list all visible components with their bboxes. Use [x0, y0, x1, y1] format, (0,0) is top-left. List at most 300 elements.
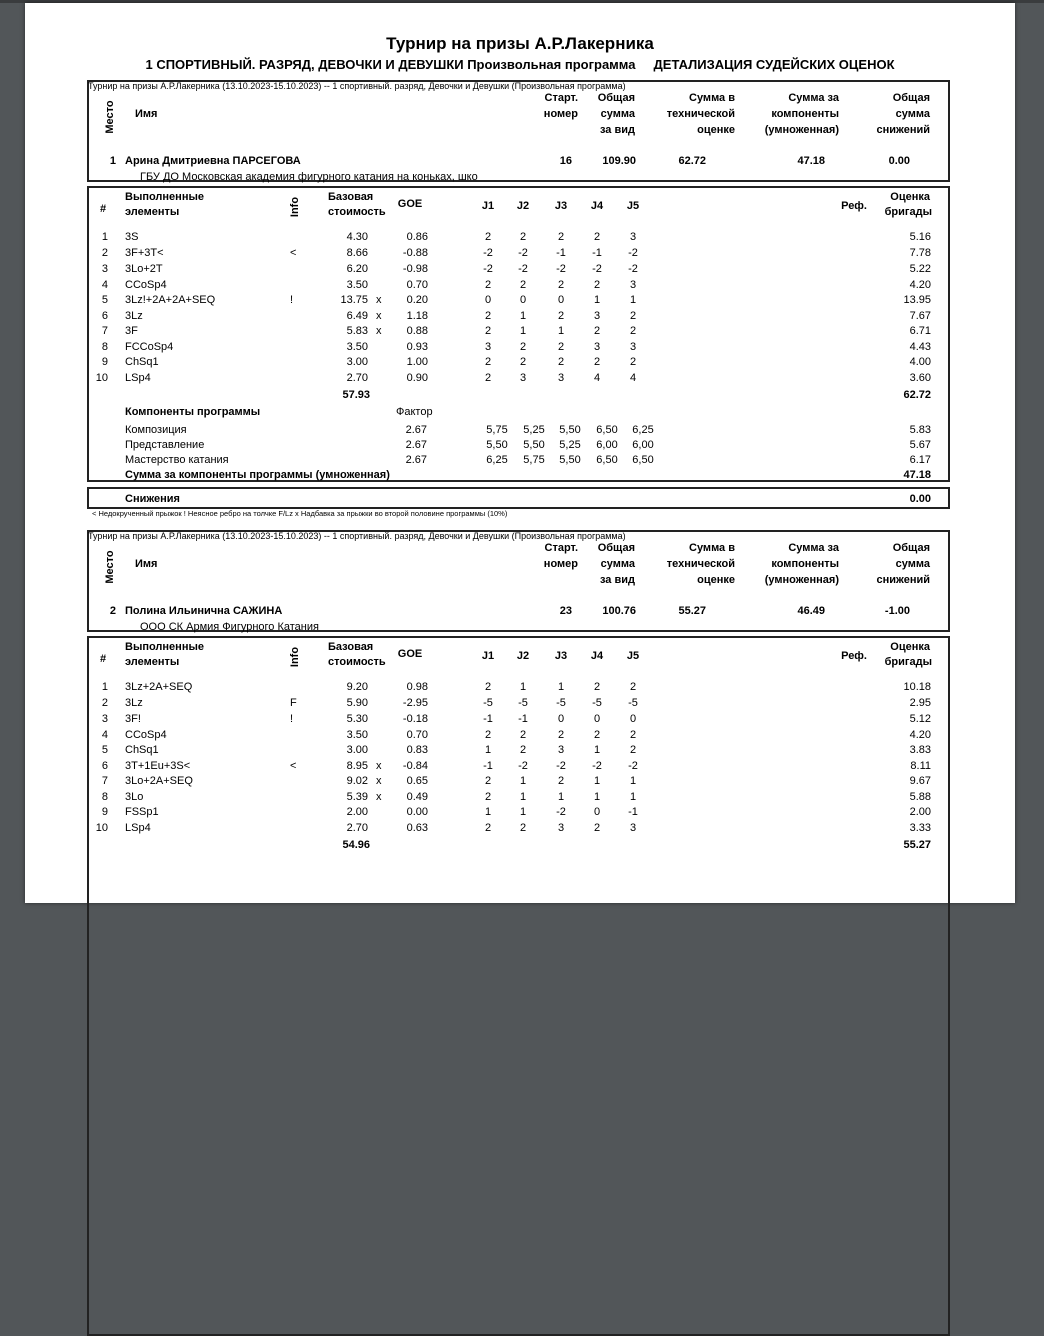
factor-header: Фактор [396, 406, 433, 418]
element-base-value: 3.50 [346, 729, 368, 741]
element-judge-score: 2 [484, 231, 492, 243]
header-total: Общая [597, 542, 635, 554]
element-judge-score: -2 [483, 247, 493, 259]
element-judge-score: -5 [483, 697, 493, 709]
element-bonus-marker: x [376, 325, 382, 337]
element-goe: 0.70 [406, 279, 428, 291]
event-line: Турнир на призы А.Р.Лакерника (13.10.2023-15.10.2023) -- 1 спортивный. разряд, Девочки и Девушки (Произвольная программа) [88, 531, 626, 541]
element-base-value: 9.02 [346, 775, 368, 787]
element-goe: 0.88 [406, 325, 428, 337]
element-judge-score: -2 [518, 263, 528, 275]
element-judge-score: 3 [629, 279, 637, 291]
header-total: Общая [597, 92, 635, 104]
element-judge-score: 1 [593, 775, 601, 787]
element-goe: 0.65 [406, 775, 428, 787]
element-code: ChSq1 [125, 356, 159, 368]
element-judge-score: 1 [629, 294, 637, 306]
element-judge-score: -2 [556, 263, 566, 275]
element-info: < [290, 247, 297, 259]
name-header: Имя [135, 558, 158, 570]
element-judge-score: 3 [593, 310, 601, 322]
element-info: < [290, 760, 297, 772]
element-judge-score: 2 [629, 681, 637, 693]
element-judge-score: -1 [483, 713, 493, 725]
deductions-score: 0.00 [888, 155, 910, 167]
element-judge-score: 1 [593, 744, 601, 756]
deductions-score: -1.00 [884, 605, 910, 617]
deductions-box [87, 487, 950, 509]
element-judge-score: 2 [629, 325, 637, 337]
element-judge-score: 1 [557, 681, 565, 693]
pcs-score: 47.18 [797, 155, 825, 167]
component-name: Композиция [125, 424, 187, 436]
header-judge: J2 [516, 650, 530, 662]
element-judge-score: 2 [629, 310, 637, 322]
component-judge-score: 5,50 [559, 424, 581, 436]
element-goe: 0.90 [406, 372, 428, 384]
header-goe: GOE [397, 648, 423, 660]
document-title: Турнир на призы А.Р.Лакерника [386, 34, 654, 53]
element-judge-score: 2 [519, 729, 527, 741]
element-judge-score: -1 [592, 247, 602, 259]
element-info: ! [290, 294, 294, 306]
header-tes: Сумма в [689, 92, 735, 104]
header-info: Info [289, 196, 301, 218]
component-judge-score: 6,50 [596, 454, 618, 466]
element-goe: 0.49 [406, 791, 428, 803]
element-goe: -0.88 [402, 247, 428, 259]
header-total: сумма [600, 558, 635, 570]
element-base-value: 3.00 [346, 744, 368, 756]
element-panel-score: 2.95 [909, 697, 931, 709]
header-judge: J2 [516, 200, 530, 212]
elements-total: 55.27 [903, 839, 931, 851]
element-judge-score: 2 [557, 231, 565, 243]
header-judge: J4 [590, 650, 604, 662]
element-code: FCCoSp4 [125, 341, 174, 353]
element-base-value: 5.83 [346, 325, 368, 337]
element-goe: -2.95 [402, 697, 428, 709]
legend: < Недокрученный прыжок ! Неясное ребро на толчке F/Lz x Надбавка за прыжки во второй половине программы (10%) [92, 509, 508, 518]
element-judge-score: -2 [556, 760, 566, 772]
element-base-value: 2.00 [346, 806, 368, 818]
element-bonus-marker: x [376, 775, 382, 787]
start-number: 16 [559, 155, 572, 167]
element-panel-score: 3.33 [909, 822, 931, 834]
header-tes: технической [666, 108, 735, 120]
element-code: CCoSp4 [125, 279, 167, 291]
element-panel-score: 4.20 [909, 729, 931, 741]
base-total: 57.93 [342, 389, 370, 401]
header-pcs: (умноженная) [764, 574, 839, 586]
element-judge-score: 2 [519, 744, 527, 756]
element-code: 3F [125, 325, 138, 337]
header-total: за вид [599, 574, 635, 586]
element-judge-score: 0 [557, 294, 565, 306]
element-goe: 0.20 [406, 294, 428, 306]
header-start: Старт. [544, 92, 578, 104]
element-judge-score: -1 [628, 806, 638, 818]
component-judge-score: 5,25 [559, 439, 581, 451]
header-elements: Выполненные [125, 641, 204, 653]
element-code: LSp4 [125, 372, 151, 384]
document-subtitle: 1 СПОРТИВНЫЙ. РАЗРЯД, ДЕВОЧКИ И ДЕВУШКИ Произвольная программа ДЕТАЛИЗАЦИЯ СУДЕЙСКИХ ОЦЕНОК [145, 57, 895, 72]
element-panel-score: 10.18 [903, 681, 931, 693]
header-ded: Общая [892, 92, 930, 104]
event-line: Турнир на призы А.Р.Лакерника (13.10.2023-15.10.2023) -- 1 спортивный. разряд, Девочки и Девушки (Произвольная программа) [88, 81, 626, 91]
component-score: 5.67 [909, 439, 931, 451]
element-judge-score: 2 [629, 729, 637, 741]
header-info: Info [289, 646, 301, 668]
element-panel-score: 3.83 [909, 744, 931, 756]
element-number: 5 [101, 294, 108, 306]
pdf-page [25, 3, 1015, 903]
header-judge: J3 [554, 650, 568, 662]
element-number: 7 [101, 325, 108, 337]
deductions-total: 0.00 [909, 493, 931, 505]
element-number: 1 [101, 681, 108, 693]
element-base-value: 6.49 [346, 310, 368, 322]
element-goe: -0.18 [402, 713, 428, 725]
header-score: Оценка [890, 641, 930, 653]
element-goe: 0.98 [406, 681, 428, 693]
element-base-value: 3.50 [346, 341, 368, 353]
element-number: 8 [101, 791, 108, 803]
element-judge-score: -5 [592, 697, 602, 709]
element-number: 10 [95, 372, 108, 384]
element-number: 9 [101, 356, 108, 368]
element-judge-score: 3 [593, 341, 601, 353]
element-judge-score: 2 [557, 279, 565, 291]
component-judge-score: 6,00 [632, 439, 654, 451]
element-base-value: 8.95 [346, 760, 368, 772]
element-judge-score: 3 [557, 744, 565, 756]
element-judge-score: 2 [629, 356, 637, 368]
element-bonus-marker: x [376, 310, 382, 322]
element-panel-score: 4.43 [909, 341, 931, 353]
components-heading: Компоненты программы [125, 406, 261, 418]
element-code: 3F+3T< [125, 247, 164, 259]
start-number: 23 [559, 605, 572, 617]
element-code: LSp4 [125, 822, 151, 834]
header-tes: Сумма в [689, 542, 735, 554]
element-number: 6 [101, 310, 108, 322]
component-judge-score: 5,75 [523, 454, 545, 466]
component-factor: 2.67 [405, 424, 427, 436]
element-judge-score: 0 [593, 806, 601, 818]
header-base: Базовая [328, 191, 374, 203]
element-code: 3Lz [125, 697, 143, 709]
header-pcs: компоненты [771, 108, 839, 120]
element-judge-score: 3 [629, 822, 637, 834]
element-judge-score: -5 [556, 697, 566, 709]
element-judge-score: 3 [557, 372, 565, 384]
header-goe: GOE [397, 198, 423, 210]
element-code: 3F! [125, 713, 141, 725]
element-judge-score: -5 [628, 697, 638, 709]
component-factor: 2.67 [405, 454, 427, 466]
element-judge-score: 0 [484, 294, 492, 306]
component-judge-score: 5,25 [523, 424, 545, 436]
header-start: номер [543, 108, 578, 120]
element-code: 3Lo+2T [125, 263, 163, 275]
element-judge-score: 4 [629, 372, 637, 384]
header-tes: оценке [697, 124, 735, 136]
element-judge-score: 2 [484, 822, 492, 834]
element-panel-score: 6.71 [909, 325, 931, 337]
name-header: Имя [135, 108, 158, 120]
header-score: бригады [884, 206, 932, 218]
place: 2 [109, 605, 116, 617]
header-ref: Реф. [841, 650, 867, 662]
component-judge-score: 5,75 [486, 424, 508, 436]
element-number: 6 [101, 760, 108, 772]
component-name: Представление [125, 439, 205, 451]
header-pcs: (умноженная) [764, 124, 839, 136]
element-base-value: 5.30 [346, 713, 368, 725]
header-num: # [99, 203, 107, 215]
header-ref: Реф. [841, 200, 867, 212]
element-base-value: 2.70 [346, 822, 368, 834]
element-goe: 1.18 [406, 310, 428, 322]
header-tes: оценке [697, 574, 735, 586]
header-judge: J5 [626, 650, 640, 662]
element-judge-score: 1 [519, 681, 527, 693]
element-judge-score: 2 [557, 729, 565, 741]
header-pcs: Сумма за [788, 92, 839, 104]
element-judge-score: 2 [593, 729, 601, 741]
header-judge: J1 [481, 200, 495, 212]
element-judge-score: 1 [593, 294, 601, 306]
element-bonus-marker: x [376, 294, 382, 306]
element-judge-score: -1 [556, 247, 566, 259]
element-judge-score: 2 [593, 681, 601, 693]
component-judge-score: 5,50 [523, 439, 545, 451]
tes-score: 55.27 [678, 605, 706, 617]
header-pcs: компоненты [771, 558, 839, 570]
element-goe: 0.00 [406, 806, 428, 818]
header-base: стоимость [328, 656, 386, 668]
element-judge-score: 2 [557, 310, 565, 322]
element-code: 3Lo+2A+SEQ [125, 775, 193, 787]
deductions-label: Снижения [125, 493, 180, 505]
header-base: стоимость [328, 206, 386, 218]
component-name: Мастерство катания [125, 454, 229, 466]
element-base-value: 4.30 [346, 231, 368, 243]
header-elements: Выполненные [125, 191, 204, 203]
header-ded: Общая [892, 542, 930, 554]
element-judge-score: 2 [519, 822, 527, 834]
element-judge-score: -2 [518, 247, 528, 259]
element-panel-score: 4.00 [909, 356, 931, 368]
element-judge-score: 2 [484, 279, 492, 291]
element-judge-score: -2 [556, 806, 566, 818]
element-judge-score: 2 [557, 775, 565, 787]
element-panel-score: 9.67 [909, 775, 931, 787]
header-score: бригады [884, 656, 932, 668]
element-base-value: 2.70 [346, 372, 368, 384]
header-judge: J3 [554, 200, 568, 212]
element-judge-score: -2 [628, 760, 638, 772]
element-number: 5 [101, 744, 108, 756]
skater-name: Арина Дмитриевна ПАРСЕГОВА [125, 155, 301, 167]
element-judge-score: -5 [518, 697, 528, 709]
element-judge-score: 2 [484, 775, 492, 787]
element-code: 3Lz [125, 310, 143, 322]
element-panel-score: 7.67 [909, 310, 931, 322]
element-code: CCoSp4 [125, 729, 167, 741]
element-judge-score: 2 [519, 279, 527, 291]
element-judge-score: -2 [483, 263, 493, 275]
element-base-value: 3.00 [346, 356, 368, 368]
base-total: 54.96 [342, 839, 370, 851]
element-judge-score: 2 [484, 325, 492, 337]
header-base: Базовая [328, 641, 374, 653]
header-score: Оценка [890, 191, 930, 203]
header-total: за вид [599, 124, 635, 136]
element-goe: -0.98 [402, 263, 428, 275]
element-judge-score: 1 [484, 806, 492, 818]
element-goe: -0.84 [402, 760, 428, 772]
component-judge-score: 6,25 [486, 454, 508, 466]
element-number: 3 [101, 263, 108, 275]
element-number: 1 [101, 231, 108, 243]
element-judge-score: -2 [518, 760, 528, 772]
element-judge-score: 0 [593, 713, 601, 725]
total-score: 109.90 [602, 155, 636, 167]
total-score: 100.76 [602, 605, 636, 617]
club-name: ООО СК Армия Фигурного Катания [140, 621, 319, 633]
element-info: ! [290, 713, 294, 725]
element-code: ChSq1 [125, 744, 159, 756]
element-judge-score: 3 [557, 822, 565, 834]
element-base-value: 8.66 [346, 247, 368, 259]
element-panel-score: 5.16 [909, 231, 931, 243]
component-factor: 2.67 [405, 439, 427, 451]
element-judge-score: 0 [629, 713, 637, 725]
element-judge-score: -2 [628, 263, 638, 275]
element-judge-score: 2 [484, 729, 492, 741]
element-base-value: 5.39 [346, 791, 368, 803]
place-header: Место [104, 550, 116, 584]
element-judge-score: 1 [629, 791, 637, 803]
element-judge-score: 0 [519, 294, 527, 306]
element-judge-score: 1 [519, 775, 527, 787]
element-judge-score: 2 [484, 356, 492, 368]
element-code: 3Lz+2A+SEQ [125, 681, 193, 693]
element-base-value: 6.20 [346, 263, 368, 275]
component-score: 6.17 [909, 454, 931, 466]
elements-total: 62.72 [903, 389, 931, 401]
header-judge: J4 [590, 200, 604, 212]
element-number: 9 [101, 806, 108, 818]
element-number: 8 [101, 341, 108, 353]
element-judge-score: 2 [629, 744, 637, 756]
element-code: 3Lz!+2A+2A+SEQ [125, 294, 216, 306]
element-judge-score: 1 [519, 310, 527, 322]
element-judge-score: -1 [518, 713, 528, 725]
element-code: 3T+1Eu+3S< [125, 760, 191, 772]
element-number: 3 [101, 713, 108, 725]
element-judge-score: 2 [484, 681, 492, 693]
element-base-value: 13.75 [340, 294, 368, 306]
component-judge-score: 6,50 [596, 424, 618, 436]
element-judge-score: -2 [592, 760, 602, 772]
element-judge-score: 2 [593, 356, 601, 368]
element-panel-score: 7.78 [909, 247, 931, 259]
component-judge-score: 5,50 [559, 454, 581, 466]
tes-score: 62.72 [678, 155, 706, 167]
header-start: номер [543, 558, 578, 570]
component-score: 5.83 [909, 424, 931, 436]
element-judge-score: 2 [593, 231, 601, 243]
element-number: 2 [101, 697, 108, 709]
element-info: F [290, 697, 297, 709]
element-judge-score: 2 [557, 356, 565, 368]
header-judge: J1 [481, 650, 495, 662]
element-judge-score: 1 [484, 744, 492, 756]
element-judge-score: 3 [629, 231, 637, 243]
element-judge-score: 2 [593, 325, 601, 337]
element-judge-score: -1 [483, 760, 493, 772]
element-code: 3Lo [125, 791, 144, 803]
element-goe: 0.93 [406, 341, 428, 353]
element-panel-score: 2.00 [909, 806, 931, 818]
header-elements: элементы [125, 656, 180, 668]
element-goe: 0.63 [406, 822, 428, 834]
element-panel-score: 8.11 [910, 760, 931, 772]
element-judge-score: 3 [484, 341, 492, 353]
header-elements: элементы [125, 206, 180, 218]
components-sum-label: Сумма за компоненты программы (умноженная) [125, 469, 390, 481]
elements-box [87, 636, 950, 1336]
place-header: Место [104, 100, 116, 134]
element-judge-score: 2 [484, 372, 492, 384]
element-goe: 1.00 [406, 356, 428, 368]
place: 1 [109, 155, 116, 167]
club-name: ГБУ ДО Московская академия фигурного катания на коньках, шко [140, 171, 478, 183]
header-judge: J5 [626, 200, 640, 212]
element-bonus-marker: x [376, 760, 382, 772]
element-panel-score: 13.95 [903, 294, 931, 306]
element-judge-score: 2 [593, 279, 601, 291]
element-number: 7 [101, 775, 108, 787]
element-judge-score: -2 [592, 263, 602, 275]
element-judge-score: 2 [593, 822, 601, 834]
component-judge-score: 6,25 [632, 424, 654, 436]
element-panel-score: 3.60 [909, 372, 931, 384]
components-total: 47.18 [903, 469, 931, 481]
skater-name: Полина Ильинична САЖИНА [125, 605, 283, 617]
element-code: FSSp1 [125, 806, 159, 818]
header-ded: сумма [895, 558, 930, 570]
element-judge-score: 2 [557, 341, 565, 353]
element-number: 2 [101, 247, 108, 259]
header-total: сумма [600, 108, 635, 120]
component-judge-score: 6,50 [632, 454, 654, 466]
header-ded: снижений [876, 574, 930, 586]
element-bonus-marker: x [376, 791, 382, 803]
element-goe: 0.83 [406, 744, 428, 756]
element-judge-score: 1 [593, 791, 601, 803]
element-panel-score: 5.12 [909, 713, 931, 725]
header-ded: снижений [876, 124, 930, 136]
element-base-value: 3.50 [346, 279, 368, 291]
element-judge-score: 3 [629, 341, 637, 353]
element-judge-score: 3 [519, 372, 527, 384]
element-judge-score: 1 [519, 791, 527, 803]
element-judge-score: 2 [484, 791, 492, 803]
